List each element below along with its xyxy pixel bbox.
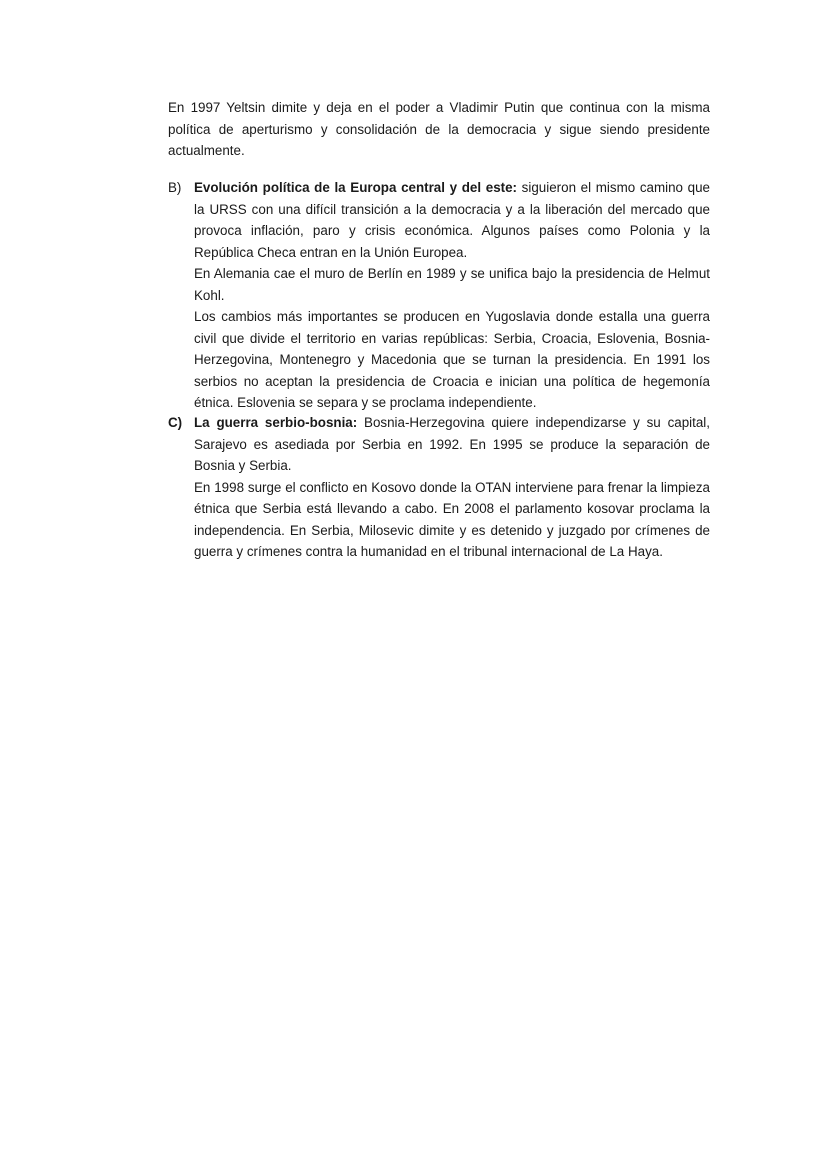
section-b-paragraph-1 (194, 177, 710, 263)
section-c-heading: La guerra serbio-bosnia: (194, 415, 358, 430)
section-c-marker: C) (168, 415, 183, 430)
section-c-paragraph-1 (194, 412, 710, 477)
section-b-marker: B) (168, 180, 182, 195)
section-c-paragraph-2: En 1998 surge el conflicto en Kosovo donde la OTAN interviene para frenar la limpieza étnica que Serbia está llevando a cabo. En 2008 el parlamento kosovar proclama la independencia. En Serbia, Milosevic dimite y es detenido y juzgado por crímenes de guerra y crímenes contra la humanidad en el tribunal internacional de La Haya. (194, 479, 710, 559)
section-b (168, 177, 710, 414)
section-c-body (194, 412, 710, 563)
section-b-paragraph-2: En Alemania cae el muro de Berlín en 1989 y se unifica bajo la presidencia de Helmut Kohl. (194, 266, 710, 303)
section-b-paragraph-3: Los cambios más importantes se producen en Yugoslavia donde estalla una guerra civil que divide el territorio en varias repúblicas: Serbia, Croacia, Eslovenia, Bosnia-Herzegovina, Montenegro y Macedonia que se turnan la presidencia. En 1991 los serbios no aceptan la presidencia de Croacia e inician una política de hegemonía étnica. Eslovenia se separa y se proclama independiente. (194, 309, 710, 410)
intro-paragraph: En 1997 Yeltsin dimite y deja en el poder a Vladimir Putin que continua con la misma política de aperturismo y consolidación de la democracia y sigue siendo presidente actualmente. (168, 100, 710, 158)
section-c-text: Bosnia-Herzegovina quiere independizarse y su capital, Sarajevo es asediada por Serbia en 1992. En 1995 se produce la separación de Bosnia y Serbia. (194, 415, 710, 473)
section-c (168, 412, 710, 563)
section-b-heading: Evolución política de la Europa central y del este: (194, 180, 518, 195)
section-b-text: siguieron el mismo camino que la URSS con una difícil transición a la democracia y a la liberación del mercado que provoca inflación, paro y crisis económica. Algunos países como Polonia y la República Checa entran en la Unión Europea. (194, 180, 710, 260)
section-b-body (194, 177, 710, 414)
